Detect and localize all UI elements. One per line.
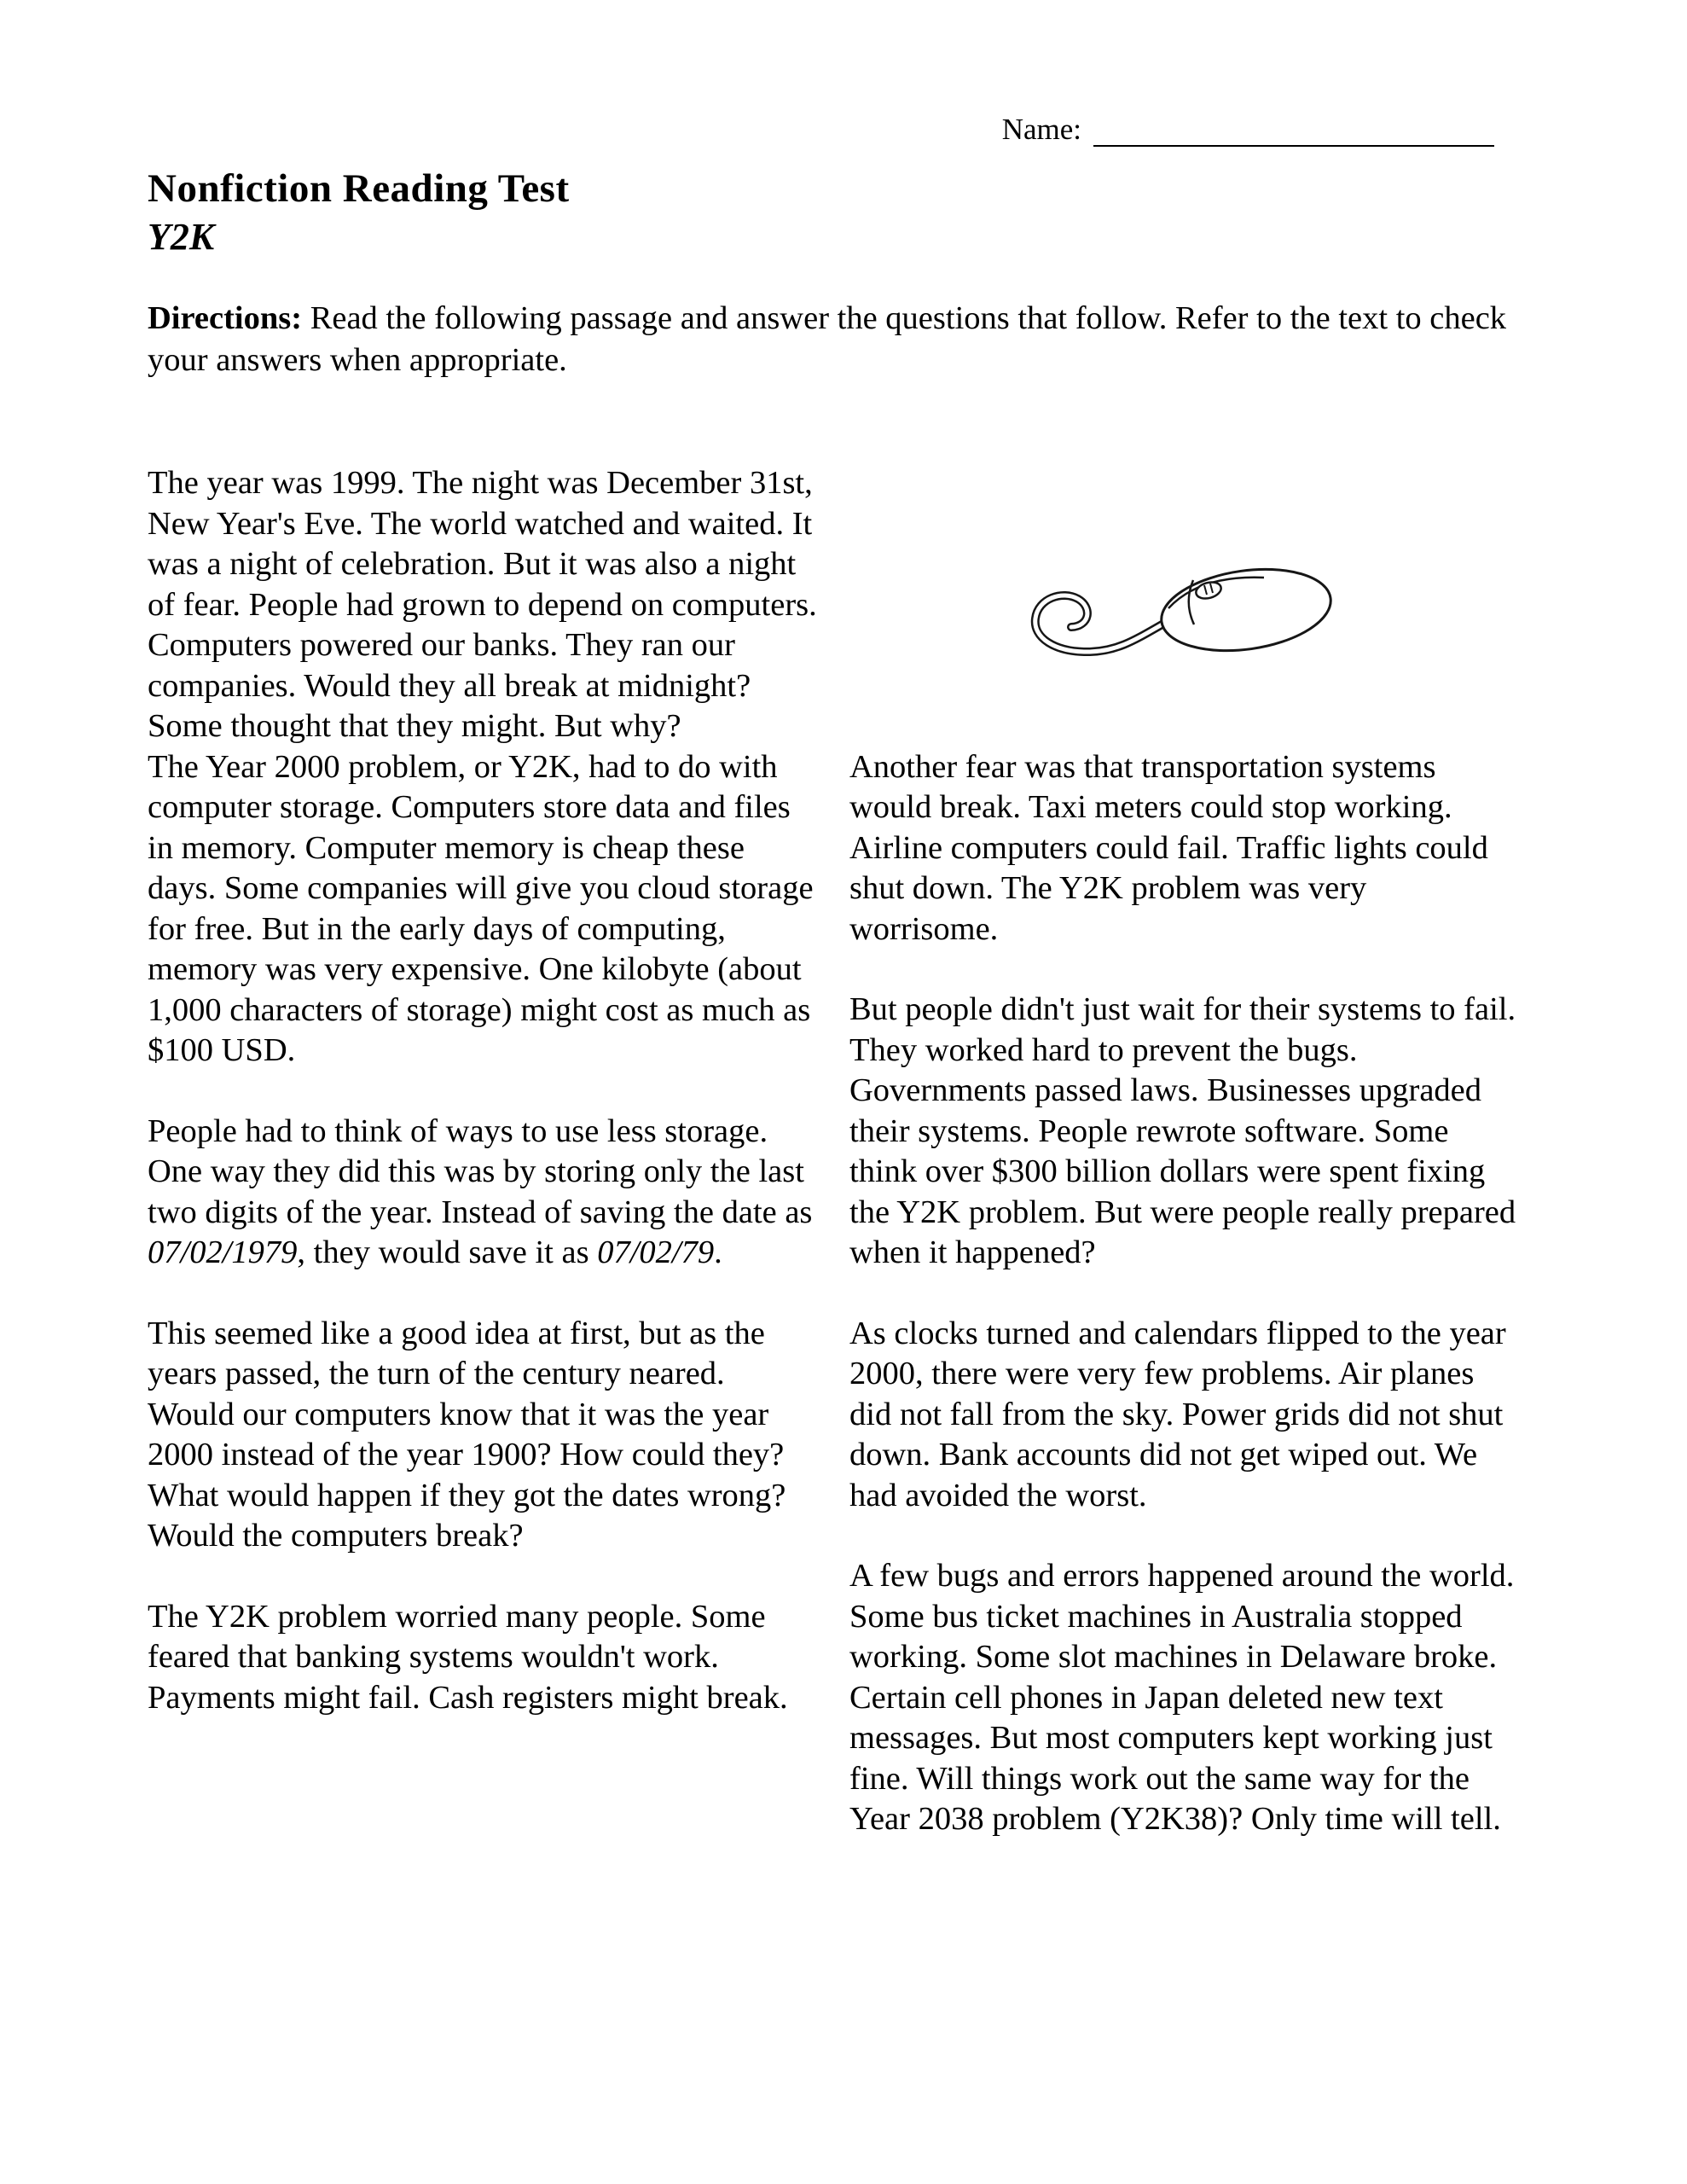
- paragraph-few-problems: As clocks turned and calendars flipped to the year 2000, there were very few problems. Air planes did not fall from the sky. Power grids did not shut down. Bank accounts did not get wiped out. We had avoided the worst.: [849, 1315, 1506, 1513]
- right-column: [849, 747, 1519, 1840]
- paragraph-worried: The Y2K problem worried many people. Some feared that banking systems wouldn't work. Payments might fail. Cash registers might break.: [148, 1598, 788, 1716]
- paragraph-transport: Another fear was that transportation systems would break. Taxi meters could stop working. Airline computers could fail. Traffic lights could shut down. The Y2K problem was very worrisome.: [849, 748, 1488, 947]
- page-subtitle: Y2K: [148, 216, 215, 258]
- paragraph-storage: The Year 2000 problem, or Y2K, had to do with computer storage. Computers store data and files in memory. Computer memory is cheap these days. Some companies will give you cloud storage for free. But in the early days of computing, memory was very expensive. One kilobyte (about 1,000 characters of storage) might cost as much as $100 USD.: [148, 748, 814, 1068]
- dates-text-middle: , they would save it as: [297, 1234, 598, 1270]
- paragraph-dates: [148, 1112, 817, 1274]
- page-title: Nonfiction Reading Test: [148, 166, 570, 211]
- directions-label: Directions:: [148, 300, 303, 336]
- left-column: [148, 747, 817, 1840]
- paragraph-bugs: A few bugs and errors happened around the world. Some bus ticket machines in Australia stopped working. Some slot machines in Delaware broke. Certain cell phones in Japan deleted new text messages. But most computers kept working just fine. Will things work out the same way for the Year 2038 problem (Y2K38)? Only time will tell.: [849, 1558, 1515, 1837]
- dates-text-before: People had to think of ways to use less storage. One way they did this was by storing only the last two digits of the year. Instead of saving the date as: [148, 1112, 813, 1230]
- paragraph-prevention: But people didn't just wait for their systems to fail. They worked hard to prevent the bugs. Governments passed laws. Businesses upgraded their systems. People rewrote software. Some think over $300 billion dollars were spent fixing the Y2K problem. But were people really prepared when it happened?: [849, 991, 1516, 1270]
- illustration-column: [849, 463, 1519, 747]
- intro-row: [148, 463, 1542, 747]
- two-column-passage: [148, 747, 1542, 1840]
- paragraph-intro: The year was 1999. The night was December 31st, New Year's Eve. The world watched and waited. It was a night of celebration. But it was also a night of fear. People had grown to depend on computers. Computers powered our banks. They ran our companies. Would they all break at midnight? Some thought that they might. But why?: [148, 465, 817, 744]
- date-short: 07/02/79: [597, 1234, 715, 1270]
- intro-column: [148, 463, 817, 747]
- directions-text: Read the following passage and answer the questions that follow. Refer to the text to check your answers when appropriate.: [148, 300, 1507, 378]
- date-full: 07/02/1979: [148, 1234, 298, 1270]
- name-blank-line: [1093, 114, 1494, 147]
- paragraph-century: This seemed like a good idea at first, but as the years passed, the turn of the century neared. Would our computers know that it was the year 2000 instead of the year 1900? How could they? What would happen if they got the dates wrong? Would the computers break?: [148, 1315, 786, 1554]
- name-row: [148, 109, 1542, 147]
- directions: [148, 298, 1542, 381]
- name-label: Name:: [1001, 113, 1081, 146]
- computer-mouse-icon: [994, 542, 1361, 704]
- computer-mouse-illustration: [994, 542, 1361, 708]
- dates-text-after: .: [714, 1234, 722, 1270]
